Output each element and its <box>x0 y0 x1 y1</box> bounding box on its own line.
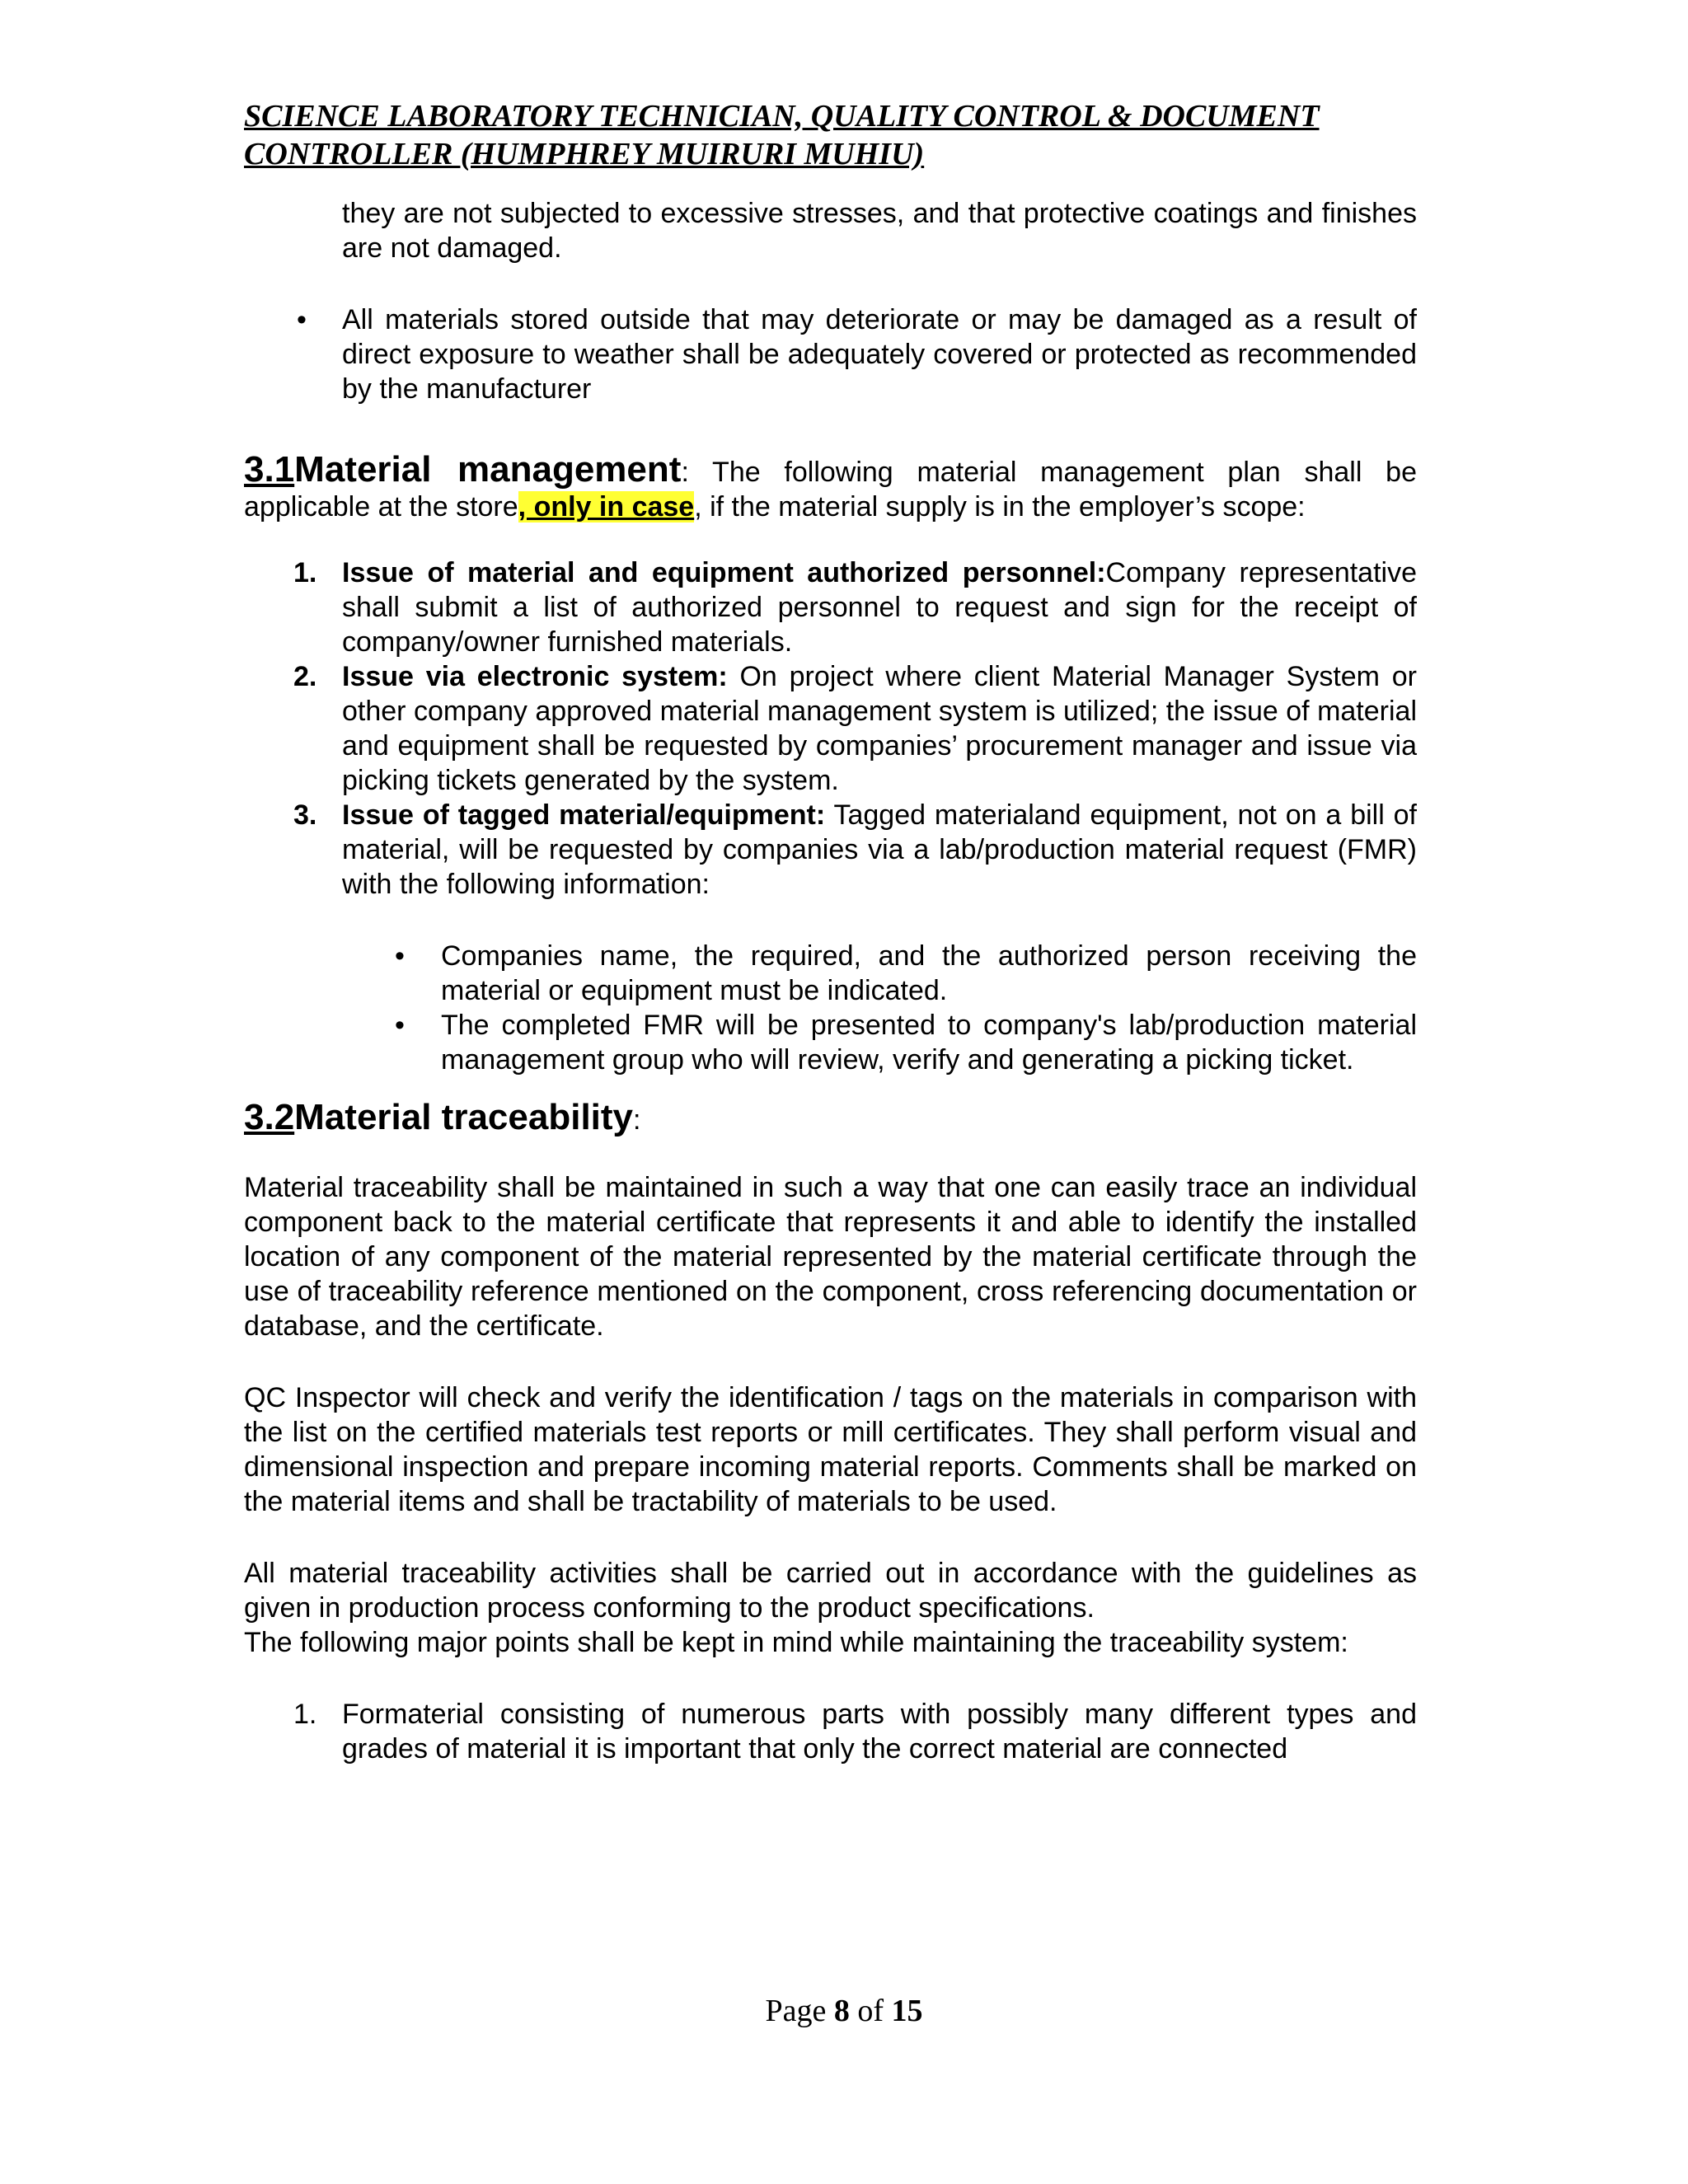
section-3-2-paragraph-2: QC Inspector will check and verify the identification / tags on the materials in comparison with the list on the certified materials test reports or mill certificates. They shall perform visual and dimensional inspection and prepare incoming material reports. Comments shall be marked on the material items and shall be tractability of materials to be used. <box>244 1382 1417 1517</box>
sub-bullet-item <box>244 939 1417 1008</box>
section-3-2-paragraph-3: All material traceability activities shall be carried out in accordance with the guidelines as given in production process conforming to the product specifications. <box>244 1558 1417 1624</box>
footer-page-word: Page <box>765 1994 834 2028</box>
bullet-icon: • <box>395 1010 405 1041</box>
header-line-2: CONTROLLER (HUMPHREY MUIRURI MUHIU) <box>244 137 925 171</box>
list-item-label: Issue of material and equipment authorized personnel: <box>342 557 1106 588</box>
intro-continuation: they are not subjected to excessive stresses, and that protective coatings and finishes are not damaged. <box>342 198 1417 264</box>
intro-bullet-text: All materials stored outside that may deteriorate or may be damaged as a result of direct exposure to weather shall be adequately covered or protected as recommended by the manufacturer <box>342 304 1417 405</box>
sub-bullet-item <box>244 1008 1417 1077</box>
document-body <box>244 196 1417 1766</box>
page-footer <box>0 1993 1688 2029</box>
list-item <box>244 798 1417 902</box>
header-line-1: SCIENCE LABORATORY TECHNICIAN, QUALITY CONTROL & DOCUMENT <box>244 99 1320 134</box>
list-item-number: 3. <box>293 799 317 831</box>
section-3-2-number: 3.2 <box>244 1097 295 1137</box>
bullet-icon: • <box>297 304 307 335</box>
list-item-number: 1. <box>293 1699 317 1730</box>
section-3-2-title: Material traceability <box>294 1097 634 1137</box>
footer-of-word: of <box>849 1994 892 2028</box>
list-item-label: Issue of tagged material/equipment: <box>342 799 826 831</box>
list-item-text: Formaterial consisting of numerous parts with possibly many different types and grades of material it is important that only the correct material are connected <box>342 1699 1417 1765</box>
list-item-text: Company representative shall submit a list of authorized personnel to request and sign for the receipt of company/owner furnished materials. <box>342 557 1417 658</box>
section-3-1-title: Material management <box>294 449 682 490</box>
section-3-1-highlight: , only in case <box>518 491 695 523</box>
list-item <box>244 555 1417 659</box>
section-3-2-paragraph-1: Material traceability shall be maintained in such a way that one can easily trace an individual component back to the material certificate that represents it and able to identify the installed location of any component of the material represented by the material certificate through the use of traceability reference mentioned on the component, cross referencing documentation or database, and the certificate. <box>244 1172 1417 1342</box>
intro-bullet <box>244 302 1417 406</box>
footer-total-pages: 15 <box>891 1994 923 2028</box>
list-item-text: On project where client Material Manager System or other company approved material management system is utilized; the issue of material and equipment shall be requested by companies’ procurement manager and issue via picking tickets generated by the system. <box>342 661 1418 796</box>
footer-page-number: 8 <box>833 1994 850 2028</box>
list-item <box>244 659 1417 798</box>
list-item-label: Issue via electronic system: <box>342 661 728 692</box>
list-item-text: Tagged materialand equipment, not on a bill of material, will be requested by companies via a lab/production material request (FMR) with the following information: <box>342 799 1417 900</box>
section-3-1-text-b: , if the material supply is in the employer’s scope: <box>694 491 1306 523</box>
section-3-1-text-a: The following material management plan shall be applicable at the store <box>244 457 1417 523</box>
sub-bullet-text: Companies name, the required, and the authorized person receiving the material or equipment must be indicated. <box>441 940 1417 1006</box>
section-3-2-colon: : <box>633 1104 641 1136</box>
bullet-icon: • <box>395 940 405 972</box>
sub-bullet-text: The completed FMR will be presented to company's lab/production material management group who will review, verify and generating a picking ticket. <box>441 1010 1417 1076</box>
document-header <box>244 97 1447 173</box>
section-3-1-paragraph <box>244 449 1417 524</box>
section-3-2-paragraph-4: The following major points shall be kept in mind while maintaining the traceability system: <box>244 1627 1348 1658</box>
list-item-number: 2. <box>293 661 317 692</box>
section-3-1-number: 3.1 <box>244 449 295 490</box>
list-item <box>244 1697 1417 1766</box>
list-item-number: 1. <box>293 557 317 588</box>
section-3-2-heading <box>244 1097 1417 1137</box>
section-3-1-colon: : <box>681 457 689 488</box>
